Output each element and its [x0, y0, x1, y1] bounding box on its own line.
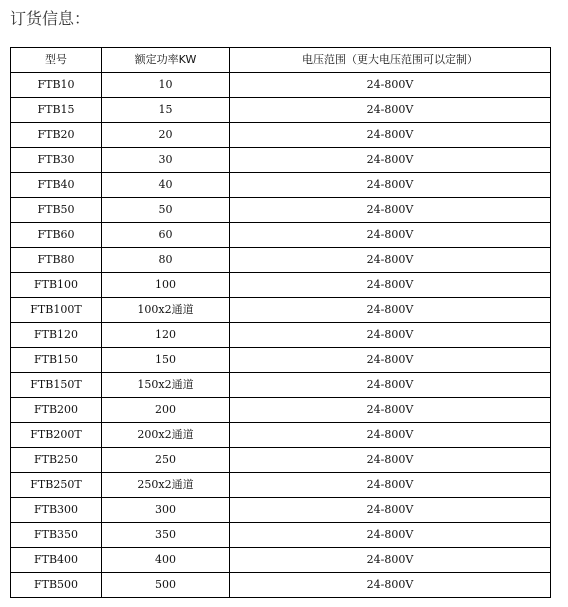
cell-voltage-range: 24-800V: [230, 173, 551, 198]
table-row: [11, 373, 551, 398]
table-row: [11, 473, 551, 498]
cell-rated-power: 15: [102, 98, 230, 123]
cell-voltage-range: 24-800V: [230, 273, 551, 298]
cell-model: FTB100T: [11, 298, 102, 323]
table-row: [11, 123, 551, 148]
table-row: [11, 523, 551, 548]
cell-rated-power: 40: [102, 173, 230, 198]
cell-voltage-range: 24-800V: [230, 473, 551, 498]
cell-model: FTB50: [11, 198, 102, 223]
header-voltage-range: 电压范围（更大电压范围可以定制）: [230, 48, 551, 73]
cell-model: FTB500: [11, 573, 102, 598]
cell-rated-power: 250x2通道: [102, 473, 230, 498]
cell-voltage-range: 24-800V: [230, 323, 551, 348]
cell-rated-power: 120: [102, 323, 230, 348]
cell-rated-power: 150x2通道: [102, 373, 230, 398]
cell-model: FTB400: [11, 548, 102, 573]
table-row: [11, 423, 551, 448]
cell-voltage-range: 24-800V: [230, 123, 551, 148]
table-row: [11, 398, 551, 423]
table-row: [11, 273, 551, 298]
table-body: [11, 73, 551, 598]
order-info-table: [10, 47, 551, 598]
cell-voltage-range: 24-800V: [230, 348, 551, 373]
table-row: [11, 348, 551, 373]
table-row: [11, 248, 551, 273]
cell-rated-power: 350: [102, 523, 230, 548]
cell-voltage-range: 24-800V: [230, 548, 551, 573]
cell-model: FTB15: [11, 98, 102, 123]
cell-model: FTB60: [11, 223, 102, 248]
cell-model: FTB30: [11, 148, 102, 173]
cell-rated-power: 500: [102, 573, 230, 598]
cell-rated-power: 100: [102, 273, 230, 298]
cell-model: FTB120: [11, 323, 102, 348]
table-row: [11, 223, 551, 248]
cell-voltage-range: 24-800V: [230, 248, 551, 273]
cell-voltage-range: 24-800V: [230, 298, 551, 323]
cell-model: FTB300: [11, 498, 102, 523]
table-row: [11, 548, 551, 573]
cell-model: FTB20: [11, 123, 102, 148]
cell-rated-power: 100x2通道: [102, 298, 230, 323]
header-model: 型号: [11, 48, 102, 73]
table-header-row: [11, 48, 551, 73]
cell-rated-power: 60: [102, 223, 230, 248]
cell-rated-power: 400: [102, 548, 230, 573]
cell-voltage-range: 24-800V: [230, 423, 551, 448]
cell-voltage-range: 24-800V: [230, 148, 551, 173]
table-row: [11, 198, 551, 223]
cell-rated-power: 150: [102, 348, 230, 373]
cell-voltage-range: 24-800V: [230, 98, 551, 123]
cell-rated-power: 30: [102, 148, 230, 173]
table-row: [11, 173, 551, 198]
cell-model: FTB250: [11, 448, 102, 473]
table-row: [11, 498, 551, 523]
cell-rated-power: 200: [102, 398, 230, 423]
table-row: [11, 323, 551, 348]
table-row: [11, 98, 551, 123]
table-row: [11, 73, 551, 98]
cell-voltage-range: 24-800V: [230, 498, 551, 523]
cell-rated-power: 20: [102, 123, 230, 148]
cell-model: FTB80: [11, 248, 102, 273]
cell-model: FTB250T: [11, 473, 102, 498]
cell-rated-power: 300: [102, 498, 230, 523]
cell-voltage-range: 24-800V: [230, 448, 551, 473]
cell-voltage-range: 24-800V: [230, 523, 551, 548]
cell-voltage-range: 24-800V: [230, 73, 551, 98]
page-heading: 订货信息：: [10, 9, 91, 28]
cell-model: FTB150: [11, 348, 102, 373]
cell-voltage-range: 24-800V: [230, 198, 551, 223]
cell-model: FTB10: [11, 73, 102, 98]
cell-voltage-range: 24-800V: [230, 573, 551, 598]
table-row: [11, 298, 551, 323]
cell-voltage-range: 24-800V: [230, 398, 551, 423]
cell-model: FTB200T: [11, 423, 102, 448]
cell-model: FTB350: [11, 523, 102, 548]
table-row: [11, 448, 551, 473]
cell-rated-power: 250: [102, 448, 230, 473]
cell-model: FTB150T: [11, 373, 102, 398]
cell-rated-power: 200x2通道: [102, 423, 230, 448]
cell-voltage-range: 24-800V: [230, 373, 551, 398]
cell-model: FTB200: [11, 398, 102, 423]
cell-model: FTB40: [11, 173, 102, 198]
cell-model: FTB100: [11, 273, 102, 298]
header-rated-power: 额定功率KW: [102, 48, 230, 73]
cell-rated-power: 10: [102, 73, 230, 98]
table-row: [11, 573, 551, 598]
cell-voltage-range: 24-800V: [230, 223, 551, 248]
cell-rated-power: 80: [102, 248, 230, 273]
table-row: [11, 148, 551, 173]
cell-rated-power: 50: [102, 198, 230, 223]
